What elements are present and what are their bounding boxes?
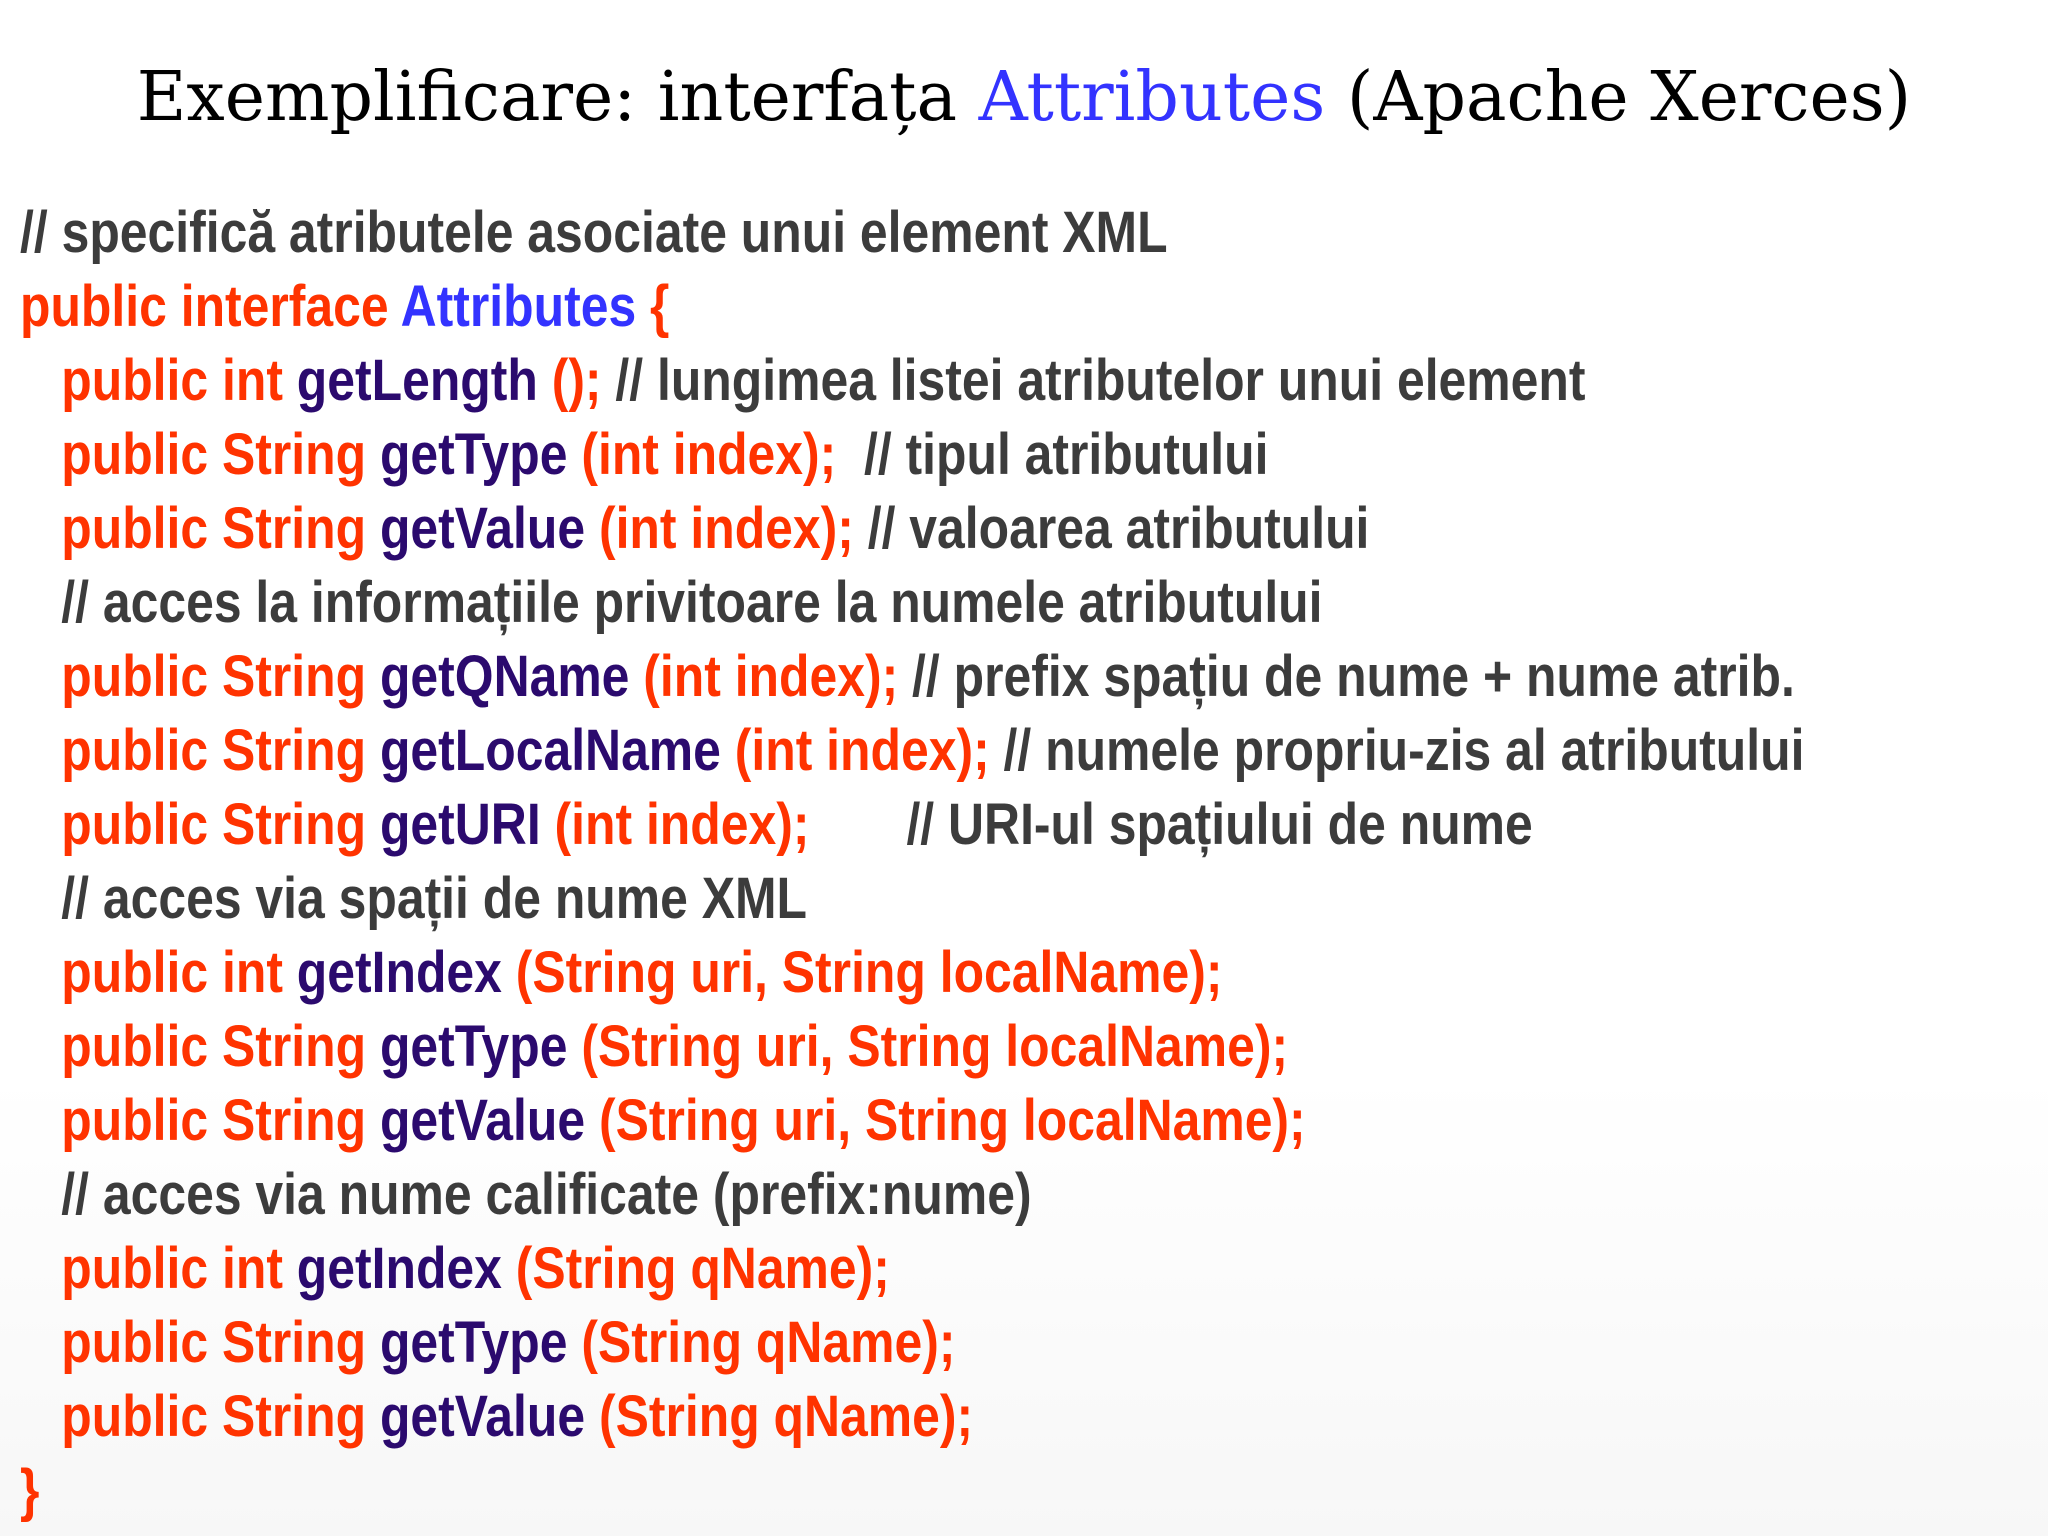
interface-name: Attributes (400, 274, 637, 339)
code-line (20, 1084, 1757, 1158)
method-args: (String qName); (567, 1310, 956, 1375)
code-block (20, 196, 1805, 1528)
title-prefix: Exemplificare: interfața (136, 58, 979, 137)
code-keyword: public int (61, 1236, 297, 1301)
title-suffix: (Apache Xerces) (1325, 58, 1912, 137)
method-args: (int index); (540, 792, 810, 857)
code-comment: // lungimea listei atributelor unui element (601, 348, 1586, 413)
title-accent: Attributes (978, 58, 1326, 137)
code-line (20, 344, 1757, 418)
method-name: getIndex (296, 940, 502, 1005)
method-name: getType (379, 1310, 568, 1375)
method-name: getType (379, 1014, 568, 1079)
open-brace: { (636, 274, 670, 339)
interface-declaration (20, 270, 1757, 344)
code-keyword: public String (61, 1088, 380, 1153)
closing-brace-line (20, 1454, 1757, 1528)
header-comment-line (20, 196, 1757, 270)
code-keyword: public String (61, 496, 380, 561)
code-line (20, 418, 1757, 492)
closing-brace: } (20, 1458, 40, 1523)
code-line (20, 1232, 1757, 1306)
decl-keywords: public interface (20, 274, 401, 339)
code-keyword: public String (61, 718, 380, 783)
code-line (20, 936, 1757, 1010)
code-comment: // acces la informațiile privitoare la numele atributului (61, 570, 1323, 635)
code-comment: // acces via nume calificate (prefix:nume) (61, 1162, 1032, 1227)
code-comment: // tipul atributului (836, 422, 1269, 487)
code-line (20, 862, 1757, 936)
code-line (20, 1380, 1757, 1454)
code-keyword: public int (61, 940, 297, 1005)
header-comment: // specifică atributele asociate unui element XML (20, 200, 1168, 265)
code-comment: // prefix spațiu de nume + nume atrib. (898, 644, 1795, 709)
code-keyword: public String (61, 422, 380, 487)
method-name: getValue (379, 496, 586, 561)
code-line (20, 492, 1757, 566)
code-comment: // acces via spații de nume XML (61, 866, 808, 931)
method-args: (String uri, String localName); (567, 1014, 1289, 1079)
code-line (20, 1158, 1757, 1232)
code-line (20, 1306, 1757, 1380)
method-name: getLocalName (379, 718, 721, 783)
method-args: (String uri, String localName); (585, 1088, 1306, 1153)
code-keyword: public int (61, 348, 297, 413)
method-args: (int index); (629, 644, 899, 709)
code-comment: // URI-ul spațiului de nume (809, 792, 1533, 857)
method-name: getValue (379, 1384, 586, 1449)
code-keyword: public String (61, 1384, 380, 1449)
method-args: (int index); (720, 718, 990, 783)
code-line (20, 640, 1795, 714)
slide-title (0, 58, 2048, 137)
method-args: (); (537, 348, 602, 413)
method-name: getIndex (296, 1236, 502, 1301)
code-line (20, 788, 1757, 862)
method-args: (int index); (585, 496, 854, 561)
code-keyword: public String (61, 1310, 380, 1375)
method-args: (String qName); (585, 1384, 974, 1449)
code-comment: // valoarea atributului (853, 496, 1370, 561)
method-name: getType (379, 422, 568, 487)
method-args: (String uri, String localName); (501, 940, 1223, 1005)
method-name: getURI (379, 792, 541, 857)
method-args: (int index); (567, 422, 837, 487)
code-keyword: public String (61, 792, 380, 857)
code-line (20, 566, 1757, 640)
code-keyword: public String (61, 1014, 380, 1079)
method-name: getLength (296, 348, 538, 413)
method-name: getQName (379, 644, 630, 709)
code-keyword: public String (61, 644, 380, 709)
method-name: getValue (379, 1088, 586, 1153)
code-line (20, 714, 1805, 788)
code-comment: // numele propriu-zis al atributului (989, 718, 1805, 783)
code-line (20, 1010, 1757, 1084)
method-args: (String qName); (501, 1236, 890, 1301)
